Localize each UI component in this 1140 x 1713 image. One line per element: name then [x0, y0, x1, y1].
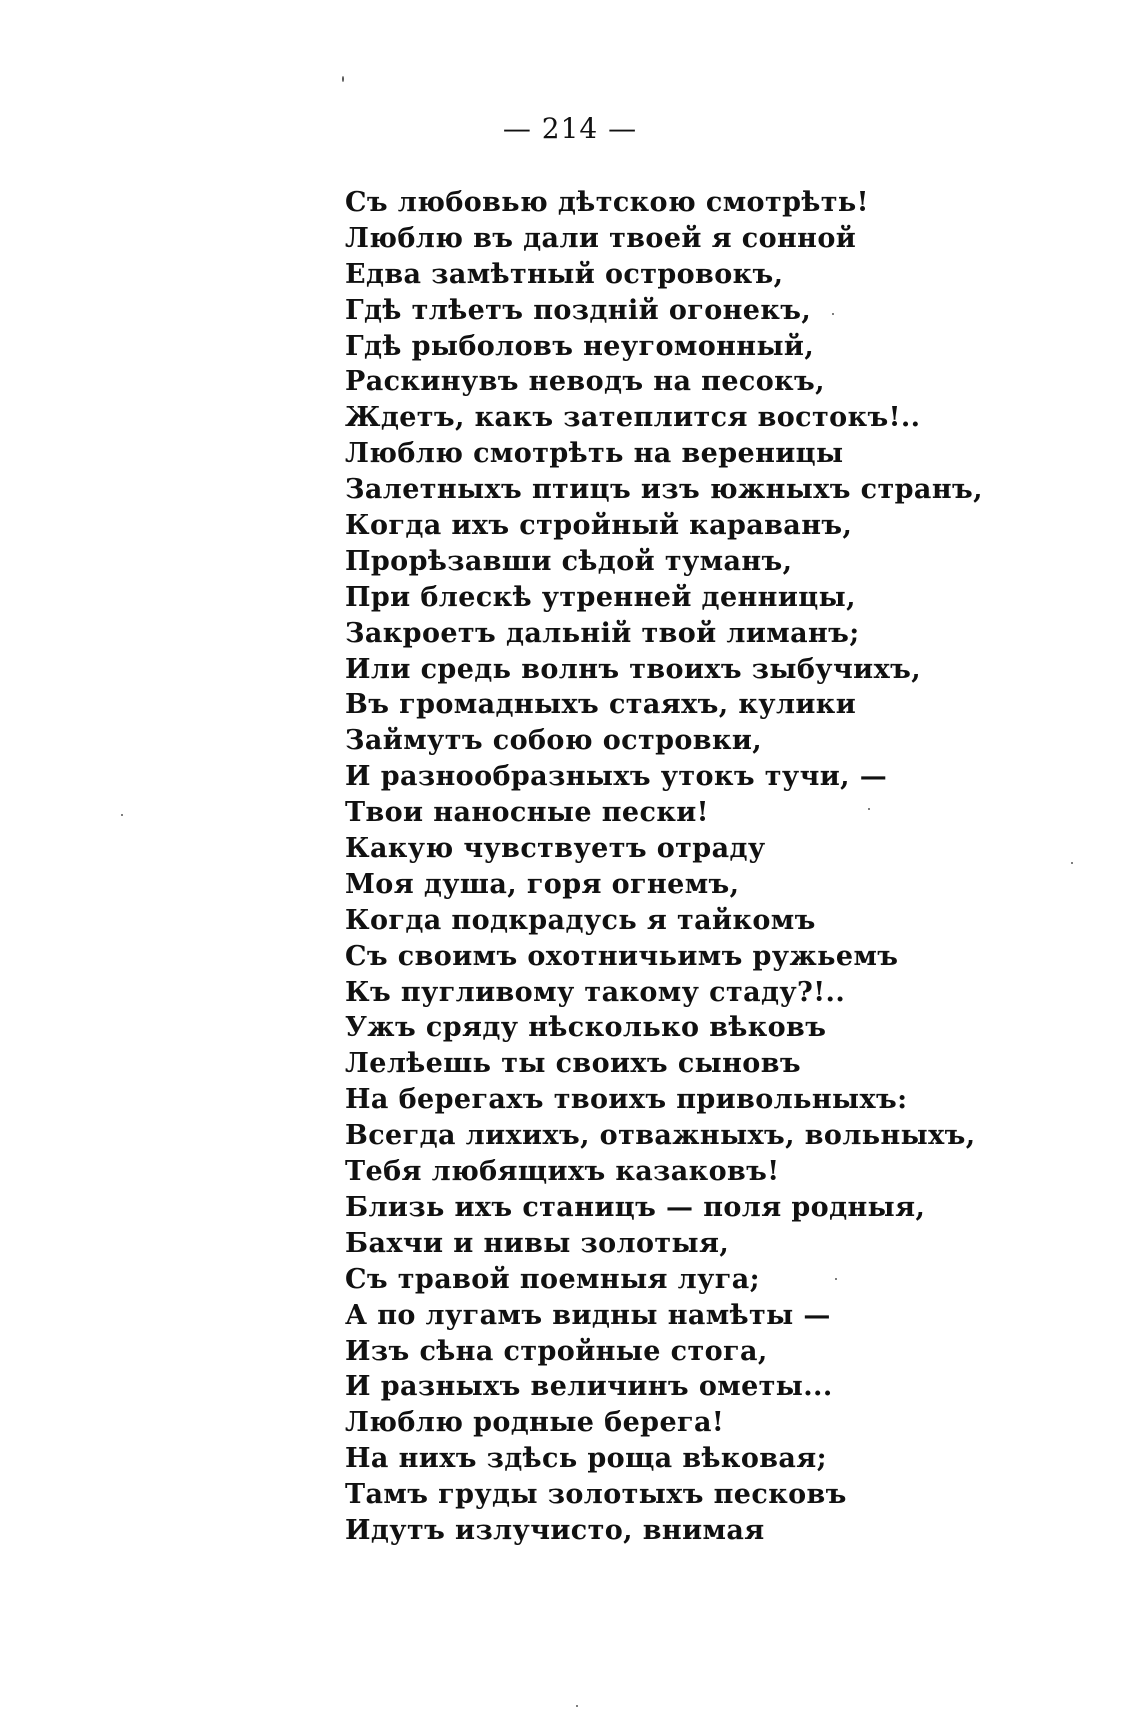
scan-speck — [832, 313, 834, 315]
scan-speck — [342, 76, 344, 82]
poem-line: Люблю родные берега! — [345, 1407, 725, 1439]
poem-line: Ждетъ, какъ затеплится востокъ!.. — [345, 402, 921, 434]
poem-line: При блескѣ утренней денницы, — [345, 581, 856, 613]
poem-line: На нихъ здѣсь роща вѣковая; — [345, 1443, 827, 1475]
poem-line: А по лугамъ видны намѣты — — [345, 1299, 831, 1331]
poem-line: Въ громадныхъ стаяхъ, кулики — [345, 689, 857, 721]
page-number: — 214 — — [502, 112, 638, 145]
poem-line: Займутъ собою островки, — [345, 725, 763, 757]
poem-line: Идутъ излучисто, внимая — [345, 1514, 765, 1546]
poem-line: Съ травой поемныя луга; — [345, 1263, 761, 1295]
poem-line: Тамъ груды золотыхъ песковъ — [345, 1479, 847, 1511]
poem-text — [345, 185, 1105, 1549]
poem-line: Близь ихъ станицъ — поля родныя, — [345, 1191, 926, 1223]
poem-line: Едва замѣтный островокъ, — [345, 258, 784, 290]
poem-line: Съ своимъ охотничьимъ ружьемъ — [345, 940, 899, 972]
poem-line: Какую чувствуетъ отраду — [345, 833, 766, 865]
poem-line: Изъ сѣна стройные стога, — [345, 1335, 768, 1367]
poem-line: И разныхъ величинъ ометы... — [345, 1371, 833, 1403]
poem-line: Гдѣ рыболовъ неугомонный, — [345, 330, 815, 362]
poem-line: Люблю смотрѣть на вереницы — [345, 438, 844, 470]
poem-line: Всегда лихихъ, отважныхъ, вольныхъ, — [345, 1120, 976, 1152]
scan-speck — [835, 1278, 837, 1280]
poem-line: Твои наносные пески! — [345, 797, 709, 829]
poem-line: Ужъ сряду нѣсколько вѣковъ — [345, 1012, 827, 1044]
scan-speck — [576, 1705, 578, 1707]
scan-speck — [868, 808, 870, 810]
poem-line: Залетныхъ птицъ изъ южныхъ странъ, — [345, 474, 983, 506]
scan-speck — [121, 814, 123, 816]
poem-line: Или средь волнъ твоихъ зыбучихъ, — [345, 653, 921, 685]
poem-line: Прорѣзавши сѣдой туманъ, — [345, 545, 793, 577]
poem-line: Гдѣ тлѣетъ поздній огонекъ, — [345, 294, 812, 326]
poem-line: Съ любовью дѣтскою смотрѣть! — [345, 187, 869, 218]
poem-line: Раскинувъ неводъ на песокъ, — [345, 366, 825, 398]
poem-line: Моя душа, горя огнемъ, — [345, 868, 740, 900]
poem-line: Къ пугливому такому стаду?!.. — [345, 976, 846, 1008]
poem-line: Закроетъ дальній твой лиманъ; — [345, 617, 860, 649]
poem-line: Бахчи и нивы золотыя, — [345, 1227, 730, 1259]
poem-line: Лелѣешь ты своихъ сыновъ — [345, 1048, 801, 1080]
poem-line: Тебя любящихъ казаковъ! — [345, 1156, 780, 1188]
poem-line: Когда ихъ стройный караванъ, — [345, 510, 853, 542]
scan-speck — [1071, 862, 1073, 864]
poem-line: Когда подкрадусь я тайкомъ — [345, 904, 816, 936]
poem-line: И разнообразныхъ утокъ тучи, — — [345, 761, 888, 793]
poem-line: На берегахъ твоихъ привольныхъ: — [345, 1084, 908, 1116]
poem-line: Люблю въ дали твоей я сонной — [345, 222, 857, 254]
